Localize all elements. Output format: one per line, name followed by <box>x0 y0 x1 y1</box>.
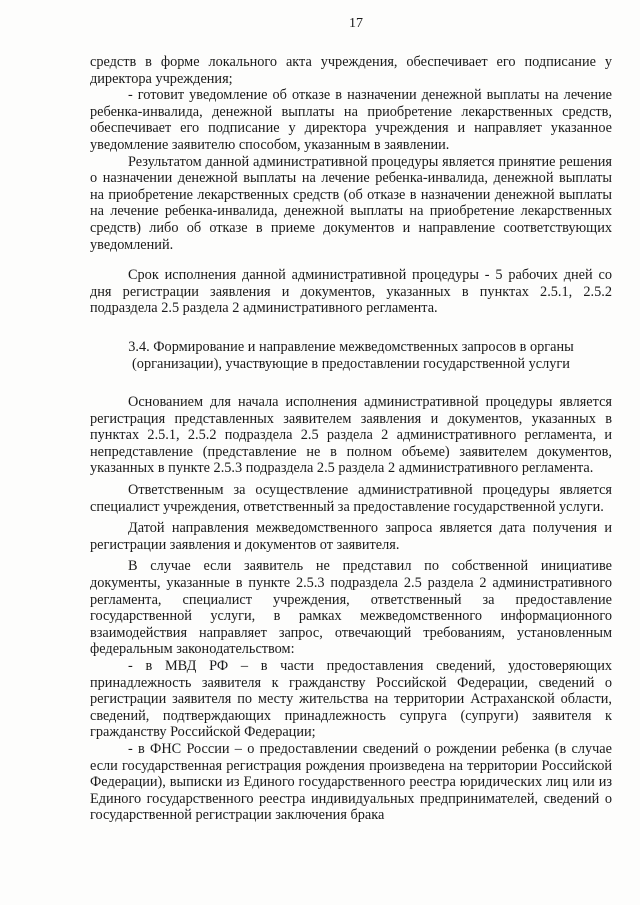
paragraph: - в ФНС России – о предоставлении сведений о рождении ребенка (в случае если государственная регистрация рождения произведена на территории Российской Федерации), выписки из Единого государственного реестра юридических лиц или из Единого государственного реестра индивидуальных предпринимателей, сведений о государственной регистрации заключения брака <box>90 740 612 824</box>
paragraph: - в МВД РФ – в части предоставления сведений, удостоверяющих принадлежность заявителя к гражданству Российской Федерации, сведений о регистрации заявителя по месту жительства на территории Астраханской области, сведений, подтверждающих принадлежность супруга (супруги) заявителя к гражданству Российской Федерации; <box>90 658 612 741</box>
section-heading: 3.4. Формирование и направление межведомственных запросов в органы (организации), участвующие в предоставлении государственной услуги <box>128 338 574 372</box>
paragraph: Основанием для начала исполнения административной процедуры является регистрация представленных заявителем заявления и документов, указанных в пунктах 2.5.1, 2.5.2 подраздела 2.5 раздела 2 административного регламента, и непредставление (представление не в полном объеме) заявителем документов, указанных в пункте 2.5.3 подраздела 2.5 раздела 2 административного регламента. <box>90 394 612 477</box>
paragraph: Ответственным за осуществление административной процедуры является специалист учреждения, ответственный за предоставление государственной услуги. <box>90 482 612 515</box>
paragraph: Срок исполнения данной административной процедуры - 5 рабочих дней со дня регистрации заявления и документов, указанных в пунктах 2.5.1, 2.5.2 подраздела 2.5 раздела 2 административного регламента. <box>90 267 612 317</box>
paragraph: Датой направления межведомственного запроса является дата получения и регистрации заявления и документов от заявителя. <box>90 520 612 553</box>
paragraph: - готовит уведомление об отказе в назначении денежной выплаты на лечение ребенка-инвалида, денежной выплаты на приобретение лекарственных средств, обеспечивает его подписание у директора учреждения и направляет указанное уведомление заявителю способом, указанным в заявлении. <box>90 87 612 153</box>
paragraph: В случае если заявитель не представил по собственной инициативе документы, указанные в пункте 2.5.3 подраздела 2.5 раздела 2 административного регламента, специалист учреждения, ответственный за предоставление государственной услуги, в рамках межведомственного информационного взаимодействия направляет запрос, отвечающий требованиям, установленным федеральным законодательством: <box>90 558 612 658</box>
paragraph: Результатом данной административной процедуры является принятие решения о назначении денежной выплаты на лечение ребенка-инвалида, денежной выплаты на приобретение лекарственных средств (об отказе в назначении денежной выплаты на лечение ребенка-инвалида, денежной выплаты на приобретение лекарственных средств) либо об отказе в приеме документов и направление соответствующих уведомлений. <box>90 153 612 253</box>
page-number: 17 <box>349 16 363 31</box>
paragraph: средств в форме локального акта учреждения, обеспечивает его подписание у директора учреждения; <box>90 54 612 87</box>
